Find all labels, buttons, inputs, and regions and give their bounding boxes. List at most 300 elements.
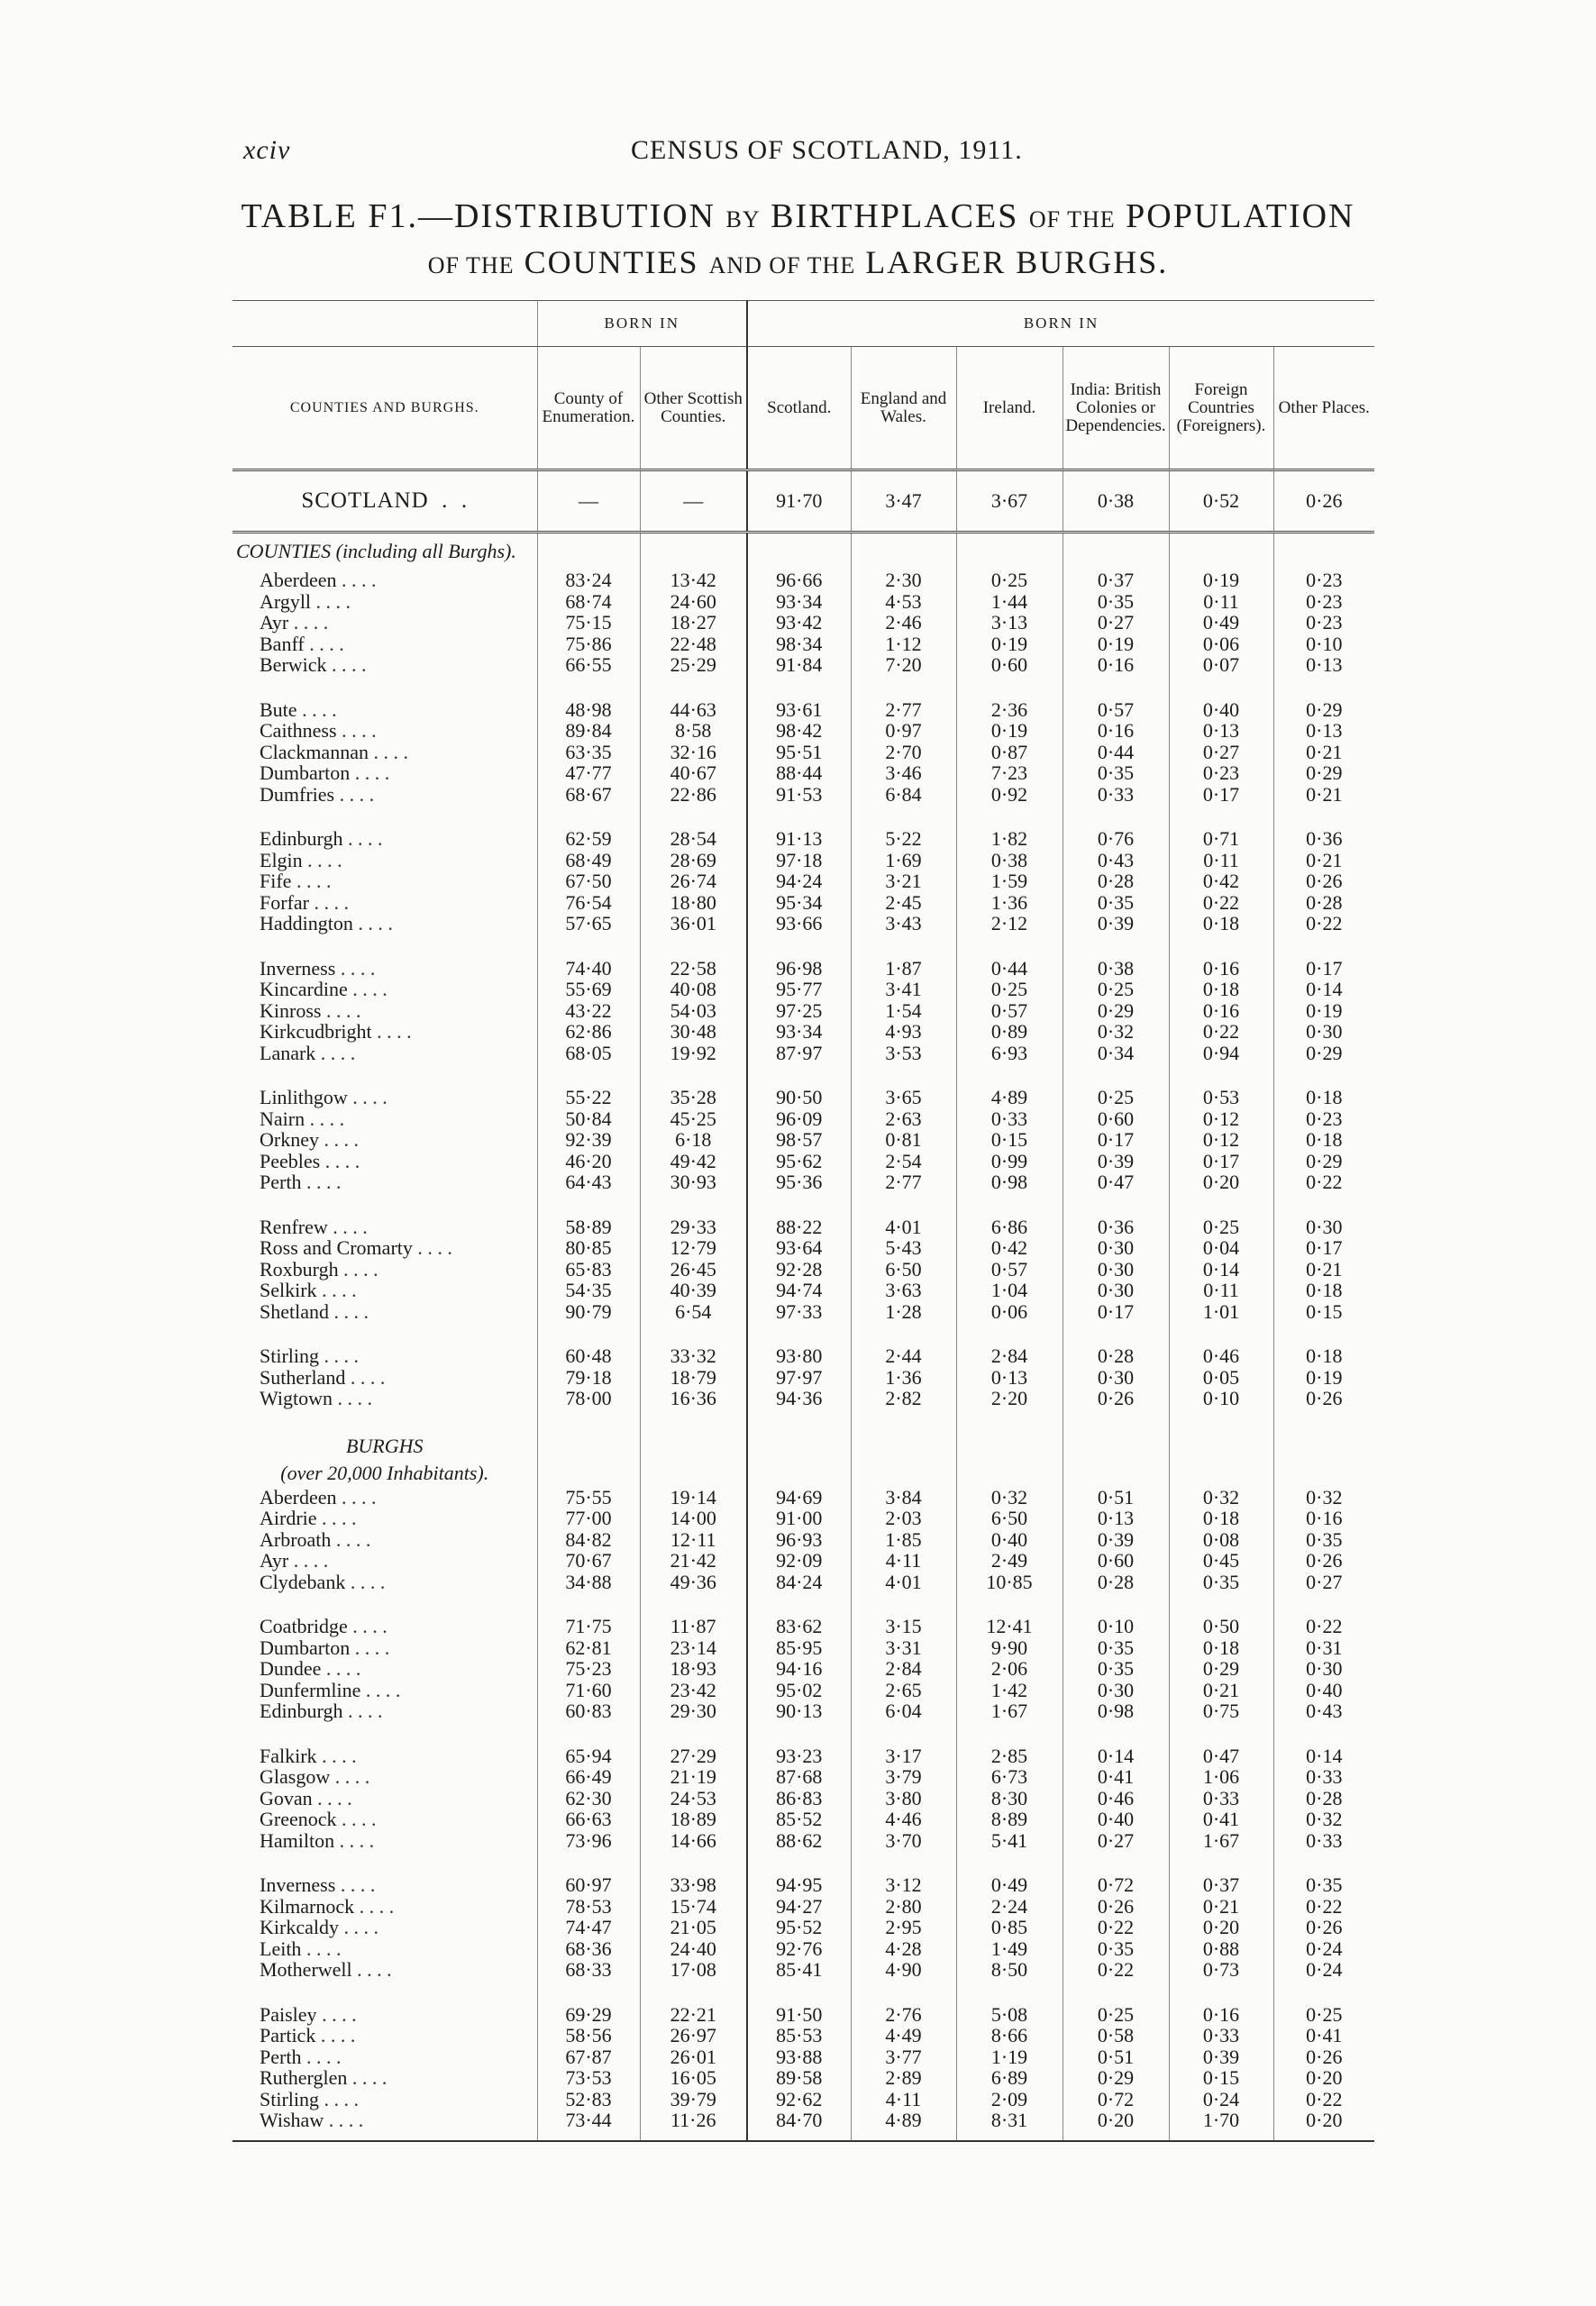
title-small-text: AND OF THE <box>708 252 856 278</box>
table-row <box>233 1959 1374 1981</box>
cell-value: 3·12 <box>851 1874 956 1896</box>
table-row <box>233 1237 1374 1259</box>
row-name: Ayr . . . . <box>233 612 537 633</box>
cell-value: 0·16 <box>1169 958 1273 980</box>
cell-value: 52·83 <box>537 2089 640 2110</box>
cell-value: 0·26 <box>1306 1387 1343 1409</box>
cell-value: 18·93 <box>640 1658 747 1680</box>
cell-value: 15·74 <box>640 1896 747 1918</box>
table-row <box>233 1508 1374 1529</box>
table-row <box>233 1766 1374 1788</box>
cell-value: 0·73 <box>1169 1959 1273 1981</box>
row-name: Dumbarton . . . . <box>233 762 537 784</box>
cell-value: 0·16 <box>1169 2004 1273 2026</box>
row-name-text: Linlithgow <box>260 1086 348 1108</box>
row-name: Wigtown . . . . <box>233 1388 537 1409</box>
cell-value: 1·87 <box>851 958 956 980</box>
cell-value: 48·98 <box>537 699 640 721</box>
cell-value: 8·66 <box>956 2025 1062 2046</box>
row-name: Selkirk . . . . <box>233 1280 537 1301</box>
cell-value: 0·22 <box>1169 1021 1273 1043</box>
cell-value: 6·04 <box>851 1700 956 1722</box>
table-row <box>233 1658 1374 1680</box>
cell-value: 2·85 <box>956 1745 1062 1767</box>
cell-value: 60·48 <box>537 1345 640 1367</box>
cell-value: 64·43 <box>537 1171 640 1193</box>
cell-value: 95·34 <box>747 892 851 914</box>
table-row <box>233 1000 1374 1022</box>
cell-value: 0·20 <box>1169 1917 1273 1938</box>
cell-value: 26·74 <box>640 870 747 892</box>
row-name-text: Leith <box>260 1937 302 1960</box>
cell-value: 6·93 <box>956 1043 1062 1064</box>
cell-value: 45·25 <box>640 1108 747 1130</box>
cell-value: 40·08 <box>640 979 747 1000</box>
cell-value: 96·98 <box>747 958 851 980</box>
row-name: Kirkcudbright . . . . <box>233 1021 537 1043</box>
cell-value: 98·57 <box>747 1129 851 1151</box>
header-county-of-enumeration: County of Enumeration. <box>537 347 640 470</box>
cell-value: 3·84 <box>851 1487 956 1508</box>
row-name-text: Sutherland <box>260 1365 346 1389</box>
cell-value: 92·62 <box>747 2089 851 2110</box>
table-row <box>233 1874 1374 1896</box>
cell-value: 0·26 <box>1273 470 1374 533</box>
cell-value: 0·18 <box>1169 1637 1273 1659</box>
cell-value: 6·50 <box>851 1259 956 1281</box>
cell-value: 2·77 <box>851 699 956 721</box>
cell-value: 0·22 <box>1306 1894 1343 1918</box>
cell-value: 98·34 <box>747 633 851 655</box>
row-name: Airdrie . . . . <box>233 1508 537 1529</box>
cell-value: 0·33 <box>1306 1828 1343 1852</box>
cell-value: 2·76 <box>851 2004 956 2026</box>
row-name: Shetland . . . . <box>233 1301 537 1323</box>
cell-value: 97·18 <box>747 850 851 871</box>
cell-value: 73·44 <box>537 2110 640 2131</box>
cell-value: 0·19 <box>1169 570 1273 591</box>
cell-value: 85·95 <box>747 1637 851 1659</box>
cell-value: 27·29 <box>640 1745 747 1767</box>
cell-value: 70·67 <box>537 1550 640 1572</box>
cell-value: 93·23 <box>747 1745 851 1767</box>
cell-value: 0·88 <box>1169 1938 1273 1960</box>
cell-value: 83·24 <box>537 570 640 591</box>
cell-value: 16·36 <box>640 1388 747 1409</box>
cell-value: 96·93 <box>747 1529 851 1551</box>
cell-value: 90·13 <box>747 1700 851 1722</box>
cell-value: 0·10 <box>1062 1616 1169 1637</box>
cell-value: 3·43 <box>851 913 956 934</box>
cell-value: 0·49 <box>1169 612 1273 633</box>
cell-value: 18·79 <box>640 1367 747 1389</box>
table-bottom-rule <box>233 2131 1374 2141</box>
cell-value: 1·06 <box>1169 1766 1273 1788</box>
cell-value: 0·60 <box>1062 1550 1169 1572</box>
cell-value: 91·13 <box>747 828 851 850</box>
cell-value: 24·40 <box>640 1938 747 1960</box>
cell-value: 6·84 <box>851 784 956 806</box>
cell-value: 2·70 <box>851 742 956 763</box>
row-name-text: Clydebank <box>260 1570 346 1593</box>
cell-value: 66·55 <box>537 654 640 676</box>
cell-value: 0·16 <box>1306 1507 1343 1529</box>
cell-value: 0·32 <box>1306 1808 1343 1830</box>
cell-value: 2·95 <box>851 1917 956 1938</box>
cell-value: 0·94 <box>1169 1043 1273 1064</box>
row-name: Leith . . . . <box>233 1938 537 1960</box>
cell-value: 3·46 <box>851 762 956 784</box>
table-row <box>233 2046 1374 2068</box>
burghs-section-title-label: BURGHS <box>233 1433 537 1460</box>
cell-value: 22·58 <box>640 958 747 980</box>
row-name-text: Haddington <box>260 912 353 934</box>
cell-value: 91·53 <box>747 784 851 806</box>
row-name: Elgin . . . . <box>233 850 537 871</box>
cell-value: 0·72 <box>1062 1874 1169 1896</box>
row-name: Caithness . . . . <box>233 720 537 742</box>
table-row <box>233 1788 1374 1809</box>
cell-value: 67·50 <box>537 870 640 892</box>
cell-value: 68·33 <box>537 1959 640 1981</box>
table-row <box>233 1108 1374 1130</box>
cell-value: 0·57 <box>956 1259 1062 1281</box>
cell-value: 84·82 <box>537 1529 640 1551</box>
cell-value: 0·51 <box>1062 1487 1169 1508</box>
cell-value: 0·19 <box>956 633 1062 655</box>
cell-value: 0·17 <box>1169 1151 1273 1172</box>
cell-value: 4·89 <box>956 1087 1062 1108</box>
table-row <box>233 1087 1374 1108</box>
row-name-text: Kirkcudbright <box>260 1020 372 1043</box>
cell-value: 0·07 <box>1169 654 1273 676</box>
cell-value: 1·28 <box>851 1301 956 1323</box>
row-name-text: Nairn <box>260 1107 306 1130</box>
cell-value: 2·20 <box>956 1388 1062 1409</box>
row-name-text: Shetland <box>260 1299 329 1323</box>
group-spacer <box>233 1722 1374 1745</box>
cell-value: 1·67 <box>956 1700 1062 1722</box>
cell-value: 0·43 <box>1306 1700 1343 1722</box>
cell-value: 34·88 <box>537 1572 640 1593</box>
cell-value: 0·50 <box>1169 1616 1273 1637</box>
cell-value: 92·39 <box>537 1129 640 1151</box>
row-name-text: Dundee <box>260 1657 322 1680</box>
row-name-text: Ayr <box>260 611 289 633</box>
cell-value: 0·19 <box>1062 633 1169 655</box>
table-row <box>233 1259 1374 1281</box>
cell-value: 0·87 <box>956 742 1062 763</box>
header-other-places: Other Places. <box>1273 347 1374 470</box>
cell-value: 18·89 <box>640 1809 747 1830</box>
row-name-text: Glasgow <box>260 1765 331 1788</box>
burghs-section-subtitle <box>233 1460 1374 1487</box>
cell-value: 0·14 <box>1062 1745 1169 1767</box>
cell-value: 0·27 <box>1062 612 1169 633</box>
burghs-section-subtitle-label: (over 20,000 Inhabitants). <box>233 1460 537 1487</box>
cell-value: 22·48 <box>640 633 747 655</box>
cell-value: 54·35 <box>537 1280 640 1301</box>
table-row <box>233 742 1374 763</box>
cell-value: 0·20 <box>1169 1171 1273 1193</box>
cell-value: 11·87 <box>640 1616 747 1637</box>
row-name: Linlithgow . . . . <box>233 1087 537 1108</box>
cell-value: 0·38 <box>1062 470 1169 533</box>
cell-value: 33·32 <box>640 1345 747 1367</box>
cell-value: 23·14 <box>640 1637 747 1659</box>
counties-section-title-label: COUNTIES (including all Burghs). <box>233 533 537 570</box>
table-row <box>233 892 1374 914</box>
cell-value: 0·38 <box>1062 958 1169 980</box>
row-name-text: Inverness <box>260 1873 336 1896</box>
cell-value: 95·36 <box>747 1171 851 1193</box>
cell-value: 2·54 <box>851 1151 956 1172</box>
cell-value: 78·53 <box>537 1896 640 1918</box>
cell-value: 93·34 <box>747 1021 851 1043</box>
row-name-text: Wigtown <box>260 1387 333 1409</box>
cell-value: 28·54 <box>640 828 747 850</box>
cell-value: 0·33 <box>1306 1765 1343 1788</box>
cell-value: 0·05 <box>1169 1367 1273 1389</box>
row-name-text: Paisley <box>260 2002 317 2026</box>
table-row <box>233 633 1374 655</box>
cell-value: 0·19 <box>956 720 1062 742</box>
group-spacer <box>233 805 1374 828</box>
header-blank <box>233 301 537 347</box>
cell-value: 4·01 <box>851 1572 956 1593</box>
cell-value: 0·29 <box>1062 1000 1169 1022</box>
header-group-born-in: BORN IN <box>747 301 1374 347</box>
cell-value: 8·50 <box>956 1959 1062 1981</box>
row-name: Forfar . . . . <box>233 892 537 914</box>
cell-value: 10·85 <box>956 1572 1062 1593</box>
scotland-row <box>233 470 1374 533</box>
cell-value: 19·14 <box>640 1487 747 1508</box>
cell-value: 95·51 <box>747 742 851 763</box>
cell-value: 1·19 <box>956 2046 1062 2068</box>
cell-value: 0·60 <box>956 654 1062 676</box>
cell-value: 4·53 <box>851 591 956 613</box>
header-england-and-wales: England and Wales. <box>851 347 956 470</box>
cell-value: 2·44 <box>851 1345 956 1367</box>
cell-value: 0·32 <box>1169 1487 1273 1508</box>
row-name: Falkirk . . . . <box>233 1745 537 1767</box>
row-name: Glasgow . . . . <box>233 1766 537 1788</box>
table-body <box>233 470 1374 2141</box>
title-text: LARGER BURGHS. <box>865 244 1169 280</box>
cell-value: 0·37 <box>1169 1874 1273 1896</box>
cell-value: 0·21 <box>1306 1257 1343 1281</box>
cell-value: 0·18 <box>1306 1279 1343 1301</box>
cell-value: 0·06 <box>956 1301 1062 1323</box>
row-name: Edinburgh . . . . <box>233 828 537 850</box>
title-text: —DISTRIBUTION <box>418 197 716 235</box>
cell-value: 0·17 <box>1169 784 1273 806</box>
cell-value: 0·29 <box>1306 1041 1343 1064</box>
cell-value: 0·41 <box>1169 1809 1273 1830</box>
row-name-text: Wishaw <box>260 2109 324 2131</box>
cell-value: 4·90 <box>851 1959 956 1981</box>
group-spacer <box>233 1851 1374 1874</box>
table-row <box>233 1367 1374 1389</box>
cell-value: 3·77 <box>851 2046 956 2068</box>
cell-value: 2·82 <box>851 1388 956 1409</box>
cell-value: 26·45 <box>640 1259 747 1281</box>
cell-value: 4·01 <box>851 1217 956 1238</box>
row-name-text: Kinross <box>260 998 322 1022</box>
table-title-line-1 <box>0 196 1596 236</box>
cell-value: 84·70 <box>747 2110 851 2131</box>
row-name: Fife . . . . <box>233 870 537 892</box>
cell-value: 93·80 <box>747 1345 851 1367</box>
cell-value: 36·01 <box>640 913 747 934</box>
cell-value: 0·42 <box>956 1237 1062 1259</box>
cell-value: 0·26 <box>1306 1549 1343 1572</box>
cell-value: 1·54 <box>851 1000 956 1022</box>
cell-value: 0·52 <box>1169 470 1273 533</box>
row-name: Haddington . . . . <box>233 913 537 934</box>
row-name-text: Partick <box>260 2024 316 2046</box>
cell-value: 21·19 <box>640 1766 747 1788</box>
row-name-text: Inverness <box>260 956 336 980</box>
row-name-text: Peebles <box>260 1149 321 1172</box>
cell-value: 50·84 <box>537 1108 640 1130</box>
cell-value: 90·79 <box>537 1301 640 1323</box>
cell-value: 0·81 <box>851 1129 956 1151</box>
table-row <box>233 1896 1374 1918</box>
cell-value: 87·68 <box>747 1766 851 1788</box>
table-row <box>233 1637 1374 1659</box>
row-name-text: Forfar <box>260 890 309 914</box>
cell-value: 30·93 <box>640 1171 747 1193</box>
cell-value: 0·25 <box>956 979 1062 1000</box>
cell-value: 4·93 <box>851 1021 956 1043</box>
cell-value: 2·24 <box>956 1896 1062 1918</box>
cell-value: 3·13 <box>956 612 1062 633</box>
cell-value: 0·13 <box>1306 719 1343 742</box>
cell-value: 30·48 <box>640 1021 747 1043</box>
cell-value: 0·39 <box>1062 1151 1169 1172</box>
cell-value: 0·22 <box>1306 912 1343 934</box>
cell-value: 62·86 <box>537 1021 640 1043</box>
cell-value: 0·33 <box>956 1108 1062 1130</box>
header-india-british-colonies: India: British Colonies or Dependencies. <box>1062 347 1169 470</box>
row-name-text: Kilmarnock <box>260 1894 355 1918</box>
table-row <box>233 1745 1374 1767</box>
cell-value: 62·81 <box>537 1637 640 1659</box>
row-name: Coatbridge . . . . <box>233 1616 537 1637</box>
table-row <box>233 1301 1374 1323</box>
cell-value: 0·30 <box>1062 1367 1169 1389</box>
cell-value: 0·06 <box>1169 633 1273 655</box>
row-name: Stirling . . . . <box>233 2089 537 2110</box>
cell-value: 2·84 <box>956 1345 1062 1367</box>
cell-value: 75·86 <box>537 633 640 655</box>
burghs-section-title <box>233 1433 1374 1460</box>
cell-value: 0·30 <box>1062 1237 1169 1259</box>
cell-value: 11·26 <box>640 2110 747 2131</box>
cell-value: 40·67 <box>640 762 747 784</box>
cell-value: 78·00 <box>537 1388 640 1409</box>
cell-value: 0·76 <box>1062 828 1169 850</box>
cell-value: 0·32 <box>1062 1021 1169 1043</box>
cell-value: 0·28 <box>1306 1786 1343 1809</box>
cell-value: 0·35 <box>1169 1572 1273 1593</box>
cell-value: 49·36 <box>640 1572 747 1593</box>
cell-value: — <box>537 470 640 533</box>
birthplace-table <box>233 300 1374 2142</box>
cell-value: 95·52 <box>747 1917 851 1938</box>
cell-value: 2·30 <box>851 570 956 591</box>
cell-value: 0·72 <box>1062 2089 1169 2110</box>
cell-value: 94·74 <box>747 1280 851 1301</box>
cell-value: 0·15 <box>1306 1299 1343 1323</box>
cell-value: 0·33 <box>1169 2025 1273 2046</box>
cell-value: 3·79 <box>851 1766 956 1788</box>
header-foreign-countries: Foreign Countries (Foreigners). <box>1169 347 1273 470</box>
cell-value: 0·18 <box>1306 1344 1343 1367</box>
cell-value: 0·30 <box>1062 1259 1169 1281</box>
group-spacer <box>233 1981 1374 2004</box>
cell-value: 89·58 <box>747 2067 851 2089</box>
cell-value: 6·50 <box>956 1508 1062 1529</box>
cell-value: 0·85 <box>956 1917 1062 1938</box>
table-row <box>233 1487 1374 1508</box>
cell-value: 0·57 <box>956 1000 1062 1022</box>
cell-value: 0·30 <box>1306 1215 1343 1238</box>
cell-value: 0·30 <box>1062 1680 1169 1701</box>
table-row <box>233 1680 1374 1701</box>
cell-value: 1·67 <box>1169 1830 1273 1852</box>
cell-value: 91·00 <box>747 1508 851 1529</box>
cell-value: 0·57 <box>1062 699 1169 721</box>
cell-value: 0·58 <box>1062 2025 1169 2046</box>
row-name-text: Edinburgh <box>260 1700 343 1722</box>
cell-value: 0·37 <box>1062 570 1169 591</box>
cell-value: 75·15 <box>537 612 640 633</box>
cell-value: 97·97 <box>747 1367 851 1389</box>
cell-value: 0·13 <box>956 1367 1062 1389</box>
cell-value: 0·16 <box>1062 654 1169 676</box>
cell-value: 85·52 <box>747 1809 851 1830</box>
cell-value: 0·15 <box>956 1129 1062 1151</box>
cell-value: 25·29 <box>640 654 747 676</box>
table-id: TABLE F1. <box>241 197 419 235</box>
cell-value: 88·22 <box>747 1217 851 1238</box>
table-row <box>233 2025 1374 2046</box>
cell-value: 2·63 <box>851 1108 956 1130</box>
row-name-text: Stirling <box>260 2087 320 2110</box>
cell-value: 0·34 <box>1062 1043 1169 1064</box>
row-name: Clackmannan . . . . <box>233 742 537 763</box>
cell-value: 0·29 <box>1062 2067 1169 2089</box>
row-name: Dumbarton . . . . <box>233 1637 537 1659</box>
cell-value: 0·13 <box>1306 653 1343 676</box>
table-row <box>233 1616 1374 1637</box>
cell-value: 94·36 <box>747 1388 851 1409</box>
cell-value: 4·28 <box>851 1938 956 1960</box>
row-name-text: Rutherglen <box>260 2066 348 2089</box>
cell-value: — <box>640 470 747 533</box>
row-name-text: Ayr <box>260 1549 289 1572</box>
row-name: Perth . . . . <box>233 1171 537 1193</box>
cell-value: 0·45 <box>1169 1550 1273 1572</box>
row-name: Edinburgh . . . . <box>233 1700 537 1722</box>
cell-value: 0·36 <box>1062 1217 1169 1238</box>
row-name: Partick . . . . <box>233 2025 537 2046</box>
row-name-text: Fife <box>260 870 292 892</box>
row-name-text: Dunfermline <box>260 1678 361 1701</box>
